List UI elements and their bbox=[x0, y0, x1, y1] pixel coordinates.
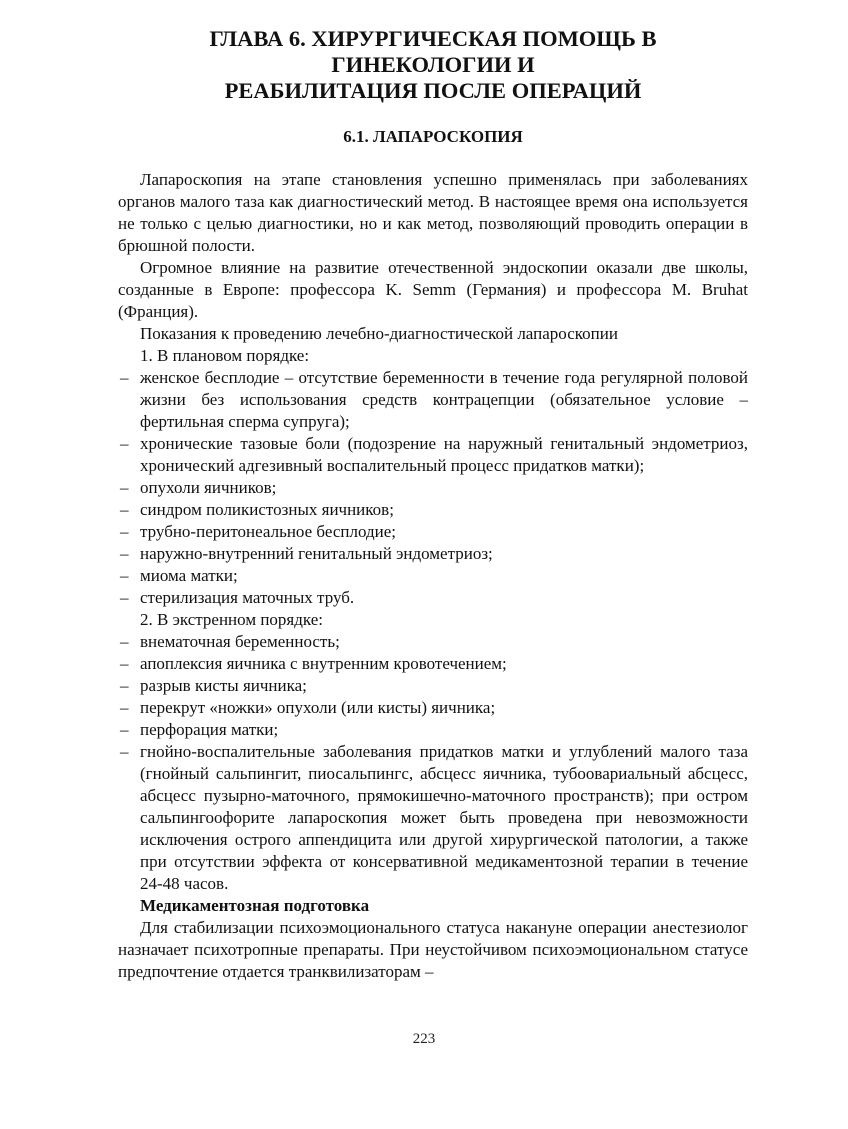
list-item bbox=[118, 741, 748, 895]
list-item bbox=[118, 697, 748, 719]
medication-heading: Медикаментозная подготовка bbox=[140, 896, 370, 915]
bullet-dash: – bbox=[120, 742, 129, 761]
list-item bbox=[118, 367, 748, 433]
section-title: 6.1. ЛАПАРОСКОПИЯ bbox=[343, 127, 523, 146]
bullet-dash: – bbox=[120, 368, 129, 387]
list-item bbox=[118, 675, 748, 697]
list-item-text: перекрут «ножки» опухоли (или кисты) яичника; bbox=[140, 698, 496, 717]
list-item bbox=[118, 653, 748, 675]
emergency-list bbox=[118, 631, 748, 895]
bullet-dash: – bbox=[120, 500, 129, 519]
list-item-text: стерилизация маточных труб. bbox=[140, 588, 355, 607]
page-number: 223 bbox=[412, 1031, 436, 1047]
planned-list bbox=[118, 367, 748, 609]
list-item-text: апоплексия яичника с внутренним кровотечением; bbox=[140, 654, 507, 673]
list-item-text: перфорация матки; bbox=[140, 720, 279, 739]
list-item bbox=[118, 499, 748, 521]
list-item-text: гнойно-воспалительные заболевания придатков матки и углублений малого таза (гнойный сальпингит, пиосальпингс, абсцесс яичника, тубоовариальный абсцесс, абсцесс пузырно-маточного, прямокишечно-маточного пространств); при остром сальпингоофорите лапароскопия может быть проведена при невозможности исключения острого аппендицита или другой хирургической патологии, а также при отсутствии эффекта от консервативной медикаментозной терапии в течение 24-48 часов. bbox=[140, 742, 748, 893]
list-item-text: миома матки; bbox=[140, 566, 238, 585]
bullet-dash: – bbox=[120, 698, 129, 717]
list-item-text: внематочная беременность; bbox=[140, 632, 340, 651]
list-item-text: хронические тазовые боли (подозрение на наружный генитальный эндометриоз, хронический адгезивный воспалительный процесс придатков матки); bbox=[140, 434, 748, 475]
list-item-text: трубно-перитонеальное бесплодие; bbox=[140, 522, 396, 541]
list-item-text: наружно-внутренний генитальный эндометриоз; bbox=[140, 544, 493, 563]
bullet-dash: – bbox=[120, 522, 129, 541]
chapter-title-line-1: ГЛАВА 6. ХИРУРГИЧЕСКАЯ ПОМОЩЬ В ГИНЕКОЛОГИИ И bbox=[209, 26, 657, 77]
bullet-dash: – bbox=[120, 654, 129, 673]
bullet-dash: – bbox=[120, 588, 129, 607]
emergency-heading: 2. В экстренном порядке: bbox=[140, 610, 323, 629]
list-item bbox=[118, 565, 748, 587]
list-item-text: опухоли яичников; bbox=[140, 478, 277, 497]
bullet-dash: – bbox=[120, 676, 129, 695]
bullet-dash: – bbox=[120, 478, 129, 497]
indications-heading: Показания к проведению лечебно-диагностической лапароскопии bbox=[140, 324, 618, 343]
list-item bbox=[118, 587, 748, 609]
body-text bbox=[118, 169, 748, 983]
chapter-title bbox=[118, 26, 748, 104]
list-item bbox=[118, 477, 748, 499]
list-item bbox=[118, 719, 748, 741]
bullet-dash: – bbox=[120, 434, 129, 453]
paragraph-schools: Огромное влияние на развитие отечественной эндоскопии оказали две школы, созданные в Европе: профессора K. Semm (Германия) и профессора M. Bruhat (Франция). bbox=[118, 258, 748, 321]
bullet-dash: – bbox=[120, 544, 129, 563]
list-item-text: женское бесплодие – отсутствие беременности в течение года регулярной половой жизни без использования средств контрацепции (обязательное условие – фертильная сперма супруга); bbox=[140, 368, 748, 431]
paragraph-intro: Лапароскопия на этапе становления успешно применялась при заболеваниях органов малого таза как диагностический метод. В настоящее время она используется не только с целью диагностики, но и как метод, позволяющий проводить операции в брюшной полости. bbox=[118, 170, 748, 255]
chapter-title-line-2: РЕАБИЛИТАЦИЯ ПОСЛЕ ОПЕРАЦИЙ bbox=[224, 78, 642, 103]
list-item bbox=[118, 543, 748, 565]
paragraph-medication: Для стабилизации психоэмоционального статуса накануне операции анестезиолог назначает психотропные препараты. При неустойчивом психоэмоциональном статусе предпочтение отдается транквилизаторам – bbox=[118, 918, 748, 981]
bullet-dash: – bbox=[120, 632, 129, 651]
list-item bbox=[118, 521, 748, 543]
list-item-text: разрыв кисты яичника; bbox=[140, 676, 307, 695]
planned-heading: 1. В плановом порядке: bbox=[140, 346, 310, 365]
list-item bbox=[118, 631, 748, 653]
list-item-text: синдром поликистозных яичников; bbox=[140, 500, 394, 519]
bullet-dash: – bbox=[120, 566, 129, 585]
list-item bbox=[118, 433, 748, 477]
bullet-dash: – bbox=[120, 720, 129, 739]
